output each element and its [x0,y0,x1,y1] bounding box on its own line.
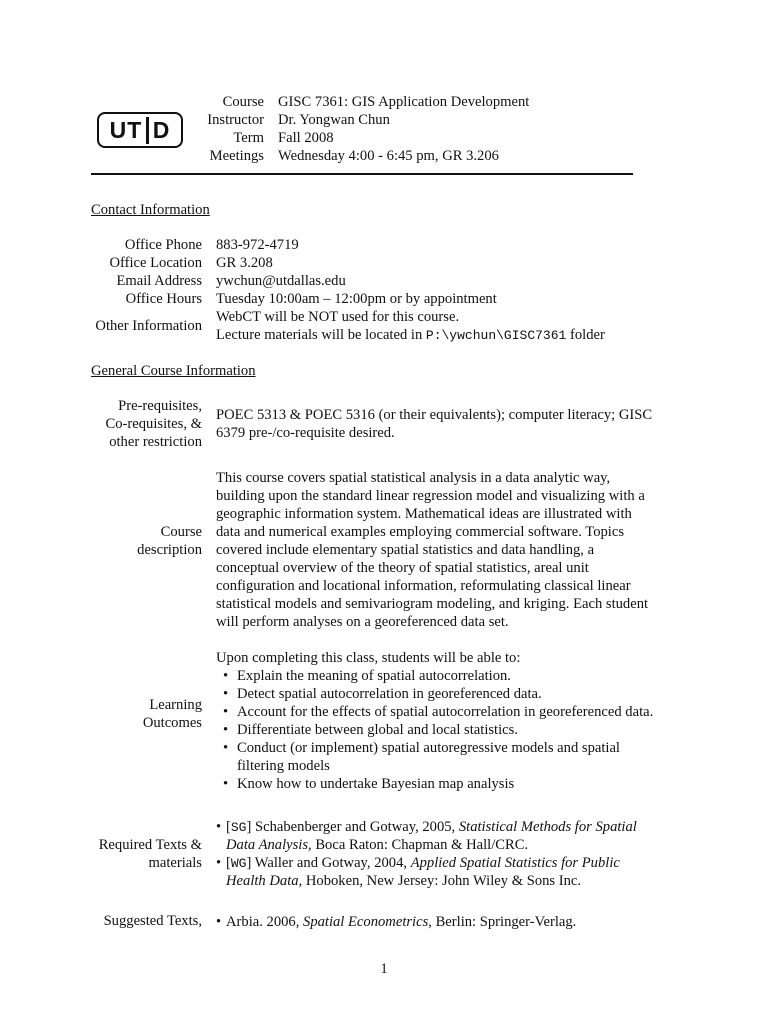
outcomes-label [40,696,202,732]
list-item [216,739,653,775]
prereq-text [216,406,676,442]
outcome-text: Account for the effects of spatial autocorrelation in georeferenced data. [237,704,654,720]
ref-tag-close: ] [246,855,252,871]
suggested-title: Spatial Econometrics [303,914,429,930]
description-label [40,523,202,559]
other-info-line2-pre: Lecture materials will be located in [216,327,426,343]
required-label-line: materials [148,855,202,871]
logo-text-ut: UT [109,117,143,143]
list-item [216,818,637,854]
email-value: ywchun@utdallas.edu [216,273,346,289]
description-label-line: description [137,542,202,558]
outcomes-intro [216,649,676,667]
list-item [216,913,576,931]
bullet: • [216,819,222,835]
bullet: • [223,686,229,702]
other-info-line2 [216,326,605,345]
header-rule [91,173,633,175]
header-values [278,93,529,165]
general-section-title: General Course Information [91,363,256,379]
ref-authors: Waller and Gotway, 2004, [251,855,411,871]
office-hours-value: Tuesday 10:00am – 12:00pm or by appointment [216,291,497,307]
list-item [216,854,637,890]
description-line: geographic information system. Mathematical ideas are illustrated with [216,506,632,522]
suggested-publisher: , Berlin: Springer-Verlag. [428,914,577,930]
prereq-label-line: Co-requisites, & [105,416,202,432]
required-label-line: Required Texts & [98,837,202,853]
office-phone-label: Office Phone [124,237,202,253]
bullet: • [223,740,229,756]
outcomes-label-line: Outcomes [142,715,202,731]
required-label [40,836,202,872]
outcomes-list [216,667,653,793]
description-line: will perform analyses on a georeferenced data set. [216,614,509,630]
ref-publisher: , Hoboken, New Jersey: John Wiley & Sons Inc. [298,873,582,889]
outcome-text: Know how to undertake Bayesian map analysis [237,776,515,792]
description-line: covered include elementary spatial statistics and data handling, a [216,542,595,558]
required-texts-list [216,818,637,890]
description-line: building upon the standard linear regression model and visualizing with a [216,488,645,504]
office-hours-label: Office Hours [125,291,202,307]
suggested-label-text: Suggested Texts, [103,913,202,929]
other-info-line2-post: folder [566,327,605,343]
ref-authors: Schabenberger and Gotway, 2005, [251,819,459,835]
ref-title: Statistical Methods for Spatial [458,819,637,835]
office-phone-value: 883-972-4719 [216,237,299,253]
bullet: • [216,914,222,930]
bullet: • [223,704,229,720]
ref-tag-close: ] [246,819,252,835]
prereq-label [40,397,202,451]
reference-line [226,818,637,836]
ref-code: WG [230,856,247,871]
header-value-meetings: Wednesday 4:00 - 6:45 pm, GR 3.206 [278,148,499,164]
list-item [216,667,653,685]
outcomes-intro-text: Upon completing this class, students will be able to: [216,650,521,666]
logo-divider [146,117,149,144]
header-label-meetings: Meetings [209,148,264,164]
email-label: Email Address [116,273,202,289]
contact-section-title: Contact Information [91,202,210,218]
ref-publisher: , Boca Raton: Chapman & Hall/CRC. [308,837,529,853]
outcome-text: Differentiate between global and local statistics. [237,722,518,738]
outcome-text: Conduct (or implement) spatial autoregressive models and spatial [237,740,620,756]
list-item [216,703,653,721]
prereq-label-line: other restriction [109,434,202,450]
utd-logo [97,112,183,148]
ref-title: Data Analysis [226,837,309,853]
ref-tag-open: [ [226,855,231,871]
header-label-term: Term [233,130,264,146]
logo-text-d: D [152,117,171,143]
lecture-folder-path: P:\ywchun\GISC7361 [425,328,567,343]
bullet: • [223,668,229,684]
header-value-instructor: Dr. Yongwan Chun [278,112,390,128]
description-label-line: Course [160,524,202,540]
bullet: • [223,776,229,792]
list-item [216,775,653,793]
ref-tag-open: [ [226,819,231,835]
header-value-course: GISC 7361: GIS Application Development [278,94,530,110]
suggested-authors: Arbia. 2006, [226,914,304,930]
description-line: statistical models and semivariogram modeling, and kriging. Each student [216,596,649,612]
description-line: configuration and locational information, reformulating classical linear [216,578,631,594]
prereq-line: POEC 5313 & POEC 5316 (or their equivalents); computer literacy; GISC [216,407,653,423]
description-line: data and numerical examples employing commercial software. Topics [216,524,625,540]
header-value-term: Fall 2008 [278,130,334,146]
bullet: • [216,855,222,871]
outcomes-label-line: Learning [149,697,202,713]
bullet: • [223,722,229,738]
other-info-label: Other Information [95,318,202,334]
header-labels [190,93,264,165]
reference-line [226,872,637,890]
reference-line [226,854,637,872]
suggested-texts-list [216,913,576,931]
description-text [216,469,676,631]
ref-title: Health Data [226,873,299,889]
office-location-value: GR 3.208 [216,255,273,271]
prereq-label-line: Pre-requisites, [118,398,202,414]
list-item [216,721,653,739]
description-line: conceptual overview of the theory of spatial statistics, areal unit [216,560,589,576]
suggested-label [40,912,202,930]
header-label-instructor: Instructor [207,112,264,128]
list-item [216,685,653,703]
header-label-course: Course [222,94,264,110]
outcome-text-continued: filtering models [237,758,330,774]
office-location-label: Office Location [109,255,202,271]
page-number: 1 [380,961,388,977]
other-info-line1: WebCT will be NOT used for this course. [216,309,460,325]
prereq-line: 6379 pre-/co-requisite desired. [216,425,395,441]
reference-line [226,836,637,854]
outcome-text: Explain the meaning of spatial autocorrelation. [237,668,511,684]
ref-code: SG [230,820,247,835]
ref-title: Applied Spatial Statistics for Public [410,855,620,871]
outcome-text: Detect spatial autocorrelation in georeferenced data. [237,686,542,702]
description-line: This course covers spatial statistical analysis in a data analytic way, [216,470,611,486]
